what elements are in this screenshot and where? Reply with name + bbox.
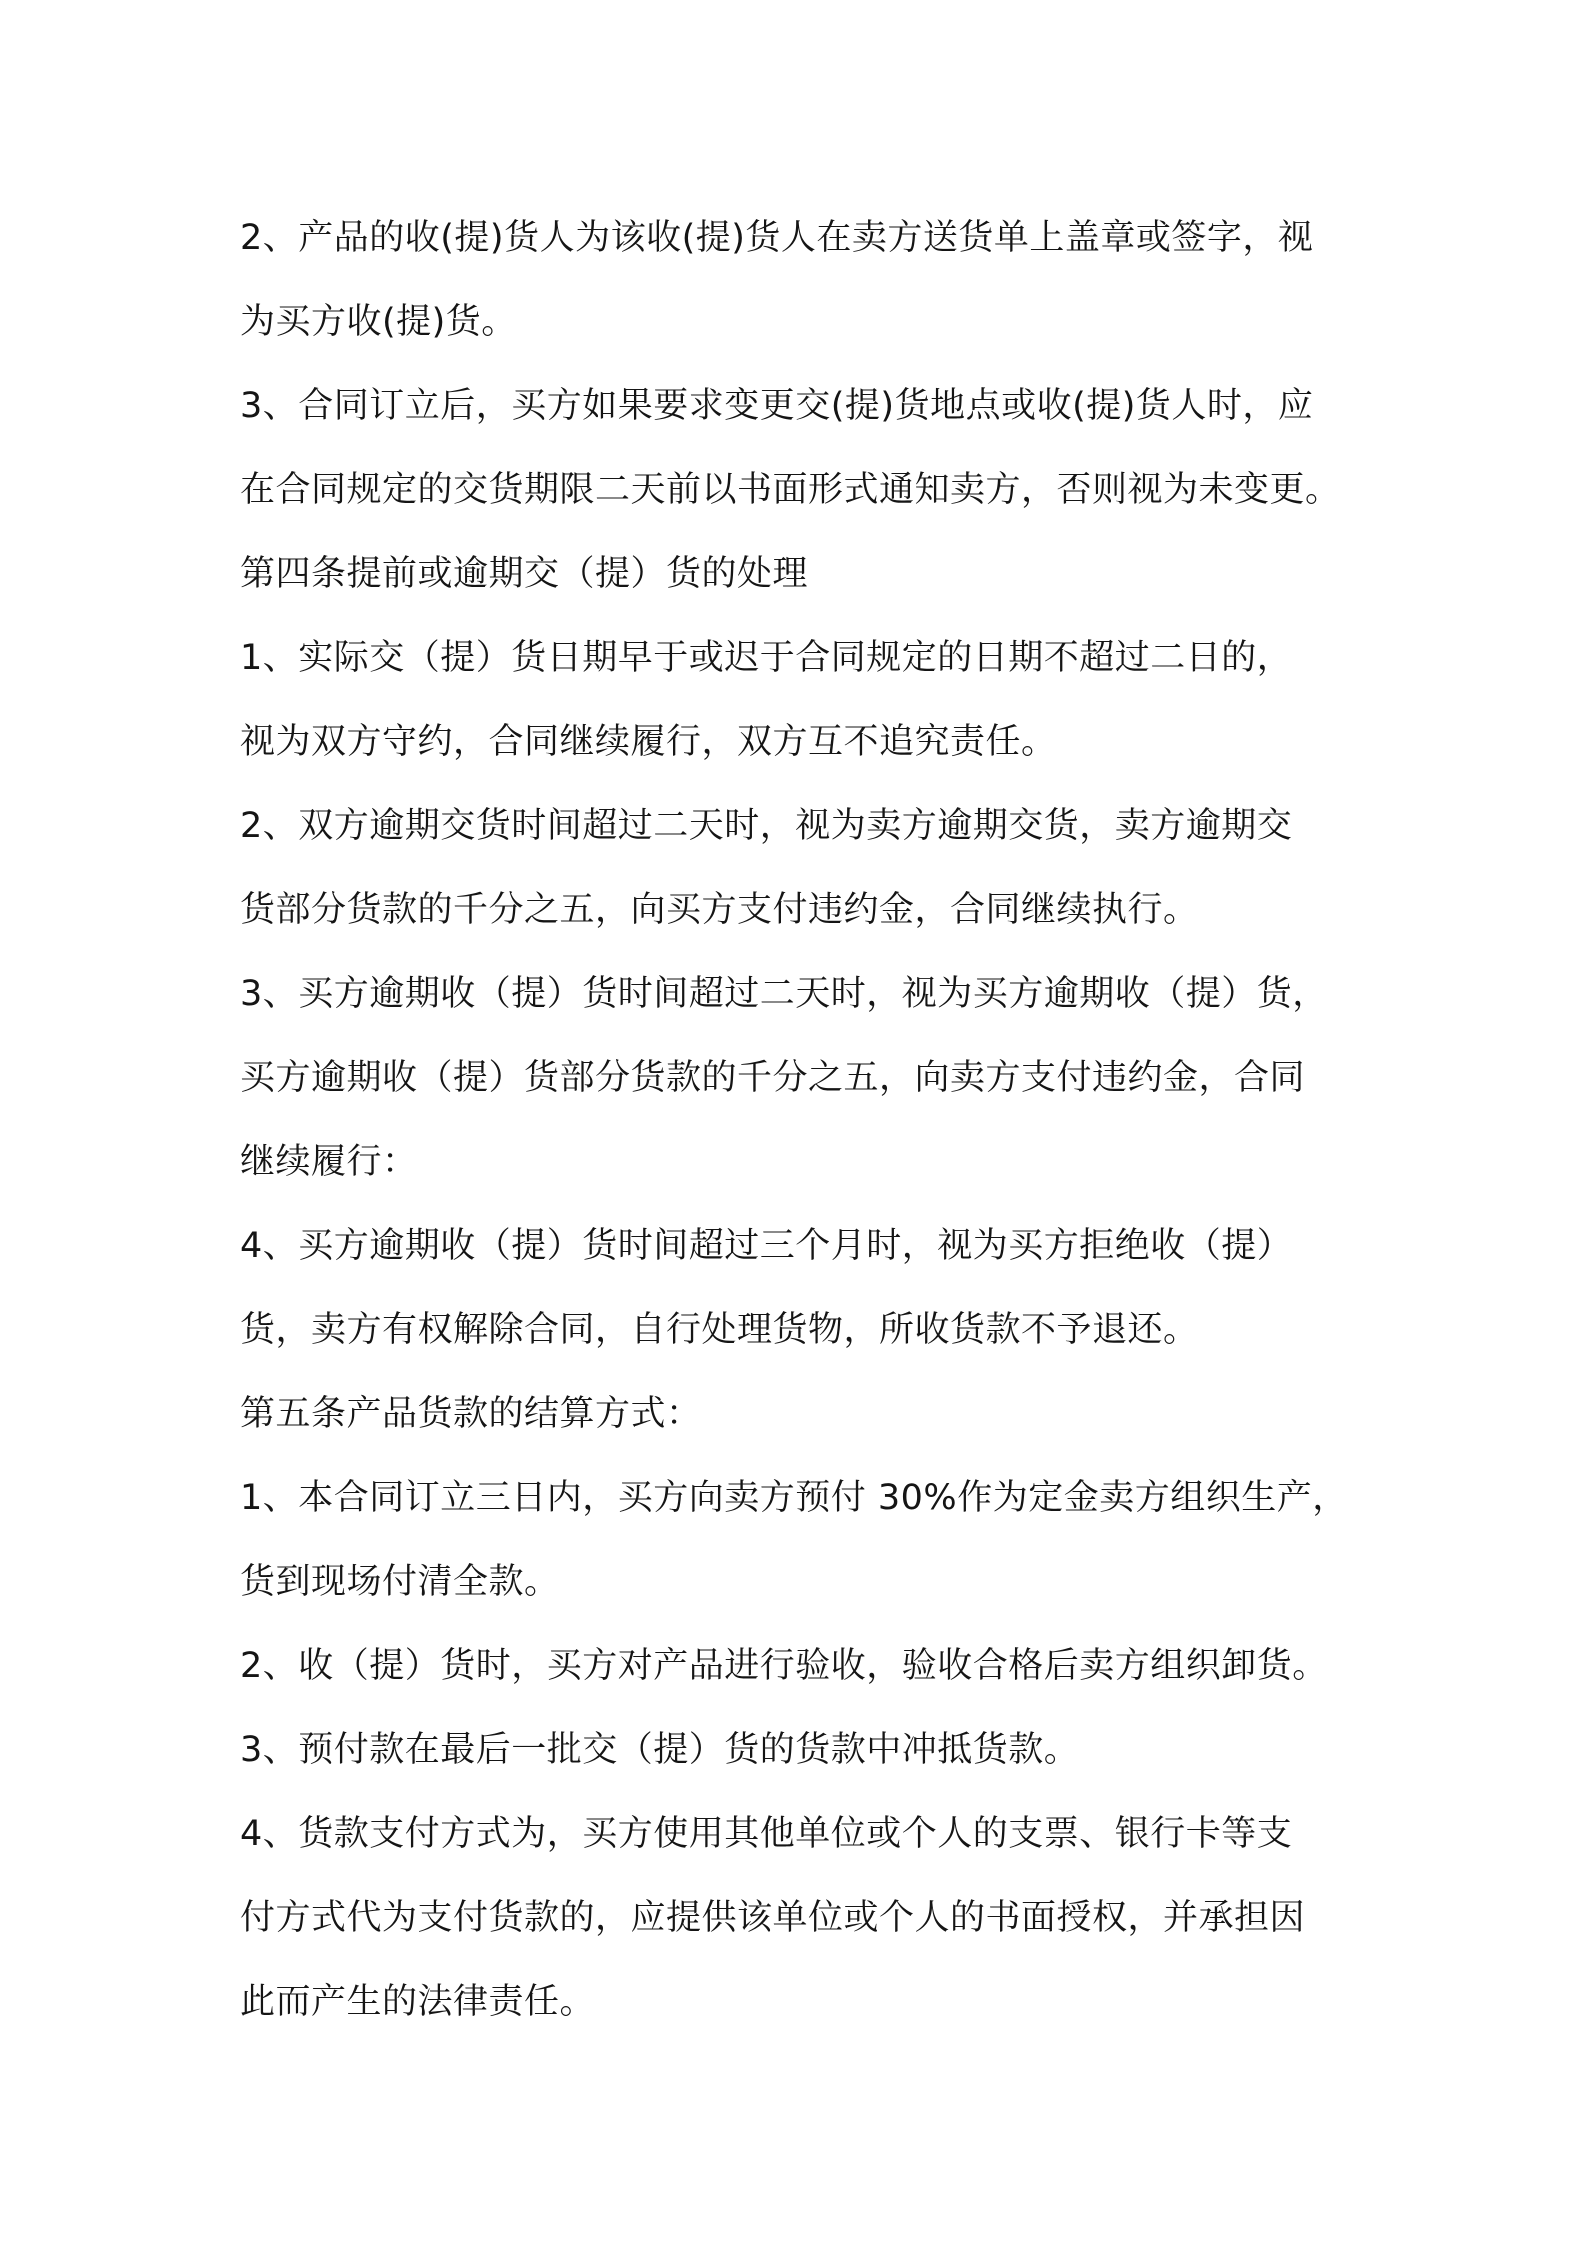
text-line: 第四条提前或逾期交（提）货的处理 (240, 554, 809, 594)
text-line: 4、买方逾期收（提）货时间超过三个月时，视为买方拒绝收（提） (240, 1226, 1293, 1266)
text-line: 第五条产品货款的结算方式： (240, 1394, 702, 1434)
clause-paragraph (240, 1204, 1380, 1372)
text-line: 2、双方逾期交货时间超过二天时，视为卖方逾期交货，卖方逾期交 (240, 806, 1293, 846)
text-line: 货到现场付清全款。 (240, 1562, 560, 1602)
text-line: 货部分货款的千分之五，向买方支付违约金，合同继续执行。 (240, 890, 1199, 930)
text-line: 此而产生的法律责任。 (240, 1982, 596, 2022)
text-line: 4、货款支付方式为，买方使用其他单位或个人的支票、银行卡等支 (240, 1814, 1293, 1854)
text-line: 2、收（提）货时，买方对产品进行验收，验收合格后卖方组织卸货。 (240, 1646, 1328, 1686)
text-line: 3、预付款在最后一批交（提）货的货款中冲抵货款。 (240, 1730, 1080, 1770)
text-line: 1、本合同订立三日内，买方向卖方预付 30%作为定金卖方组织生产， (240, 1478, 1348, 1518)
text-line: 货，卖方有权解除合同，自行处理货物，所收货款不予退还。 (240, 1310, 1199, 1350)
text-line: 在合同规定的交货期限二天前以书面形式通知卖方，否则视为未变更。 (240, 470, 1341, 510)
clause-paragraph (240, 1708, 1380, 1792)
clause-paragraph (240, 1624, 1380, 1708)
text-line: 2、产品的收(提)货人为该收(提)货人在卖方送货单上盖章或签字，视 (240, 218, 1314, 258)
text-line: 为买方收(提)货。 (240, 302, 517, 342)
document-page (240, 196, 1380, 2044)
text-line: 3、合同订立后，买方如果要求变更交(提)货地点或收(提)货人时，应 (240, 386, 1314, 426)
text-line: 视为双方守约，合同继续履行，双方互不追究责任。 (240, 722, 1057, 762)
section-heading (240, 1372, 1380, 1456)
text-line: 买方逾期收（提）货部分货款的千分之五，向卖方支付违约金，合同 (240, 1058, 1306, 1098)
text-line: 1、实际交（提）货日期早于或迟于合同规定的日期不超过二日的， (240, 638, 1293, 678)
clause-paragraph (240, 364, 1380, 532)
text-line: 3、买方逾期收（提）货时间超过二天时，视为买方逾期收（提）货， (240, 974, 1328, 1014)
clause-paragraph (240, 1792, 1380, 2044)
clause-paragraph (240, 784, 1380, 952)
clause-paragraph (240, 196, 1380, 364)
text-line: 付方式代为支付货款的，应提供该单位或个人的书面授权，并承担因 (240, 1898, 1306, 1938)
clause-paragraph (240, 1456, 1380, 1624)
text-line: 继续履行： (240, 1142, 418, 1182)
clause-paragraph (240, 952, 1380, 1204)
section-heading (240, 532, 1380, 616)
clause-paragraph (240, 616, 1380, 784)
